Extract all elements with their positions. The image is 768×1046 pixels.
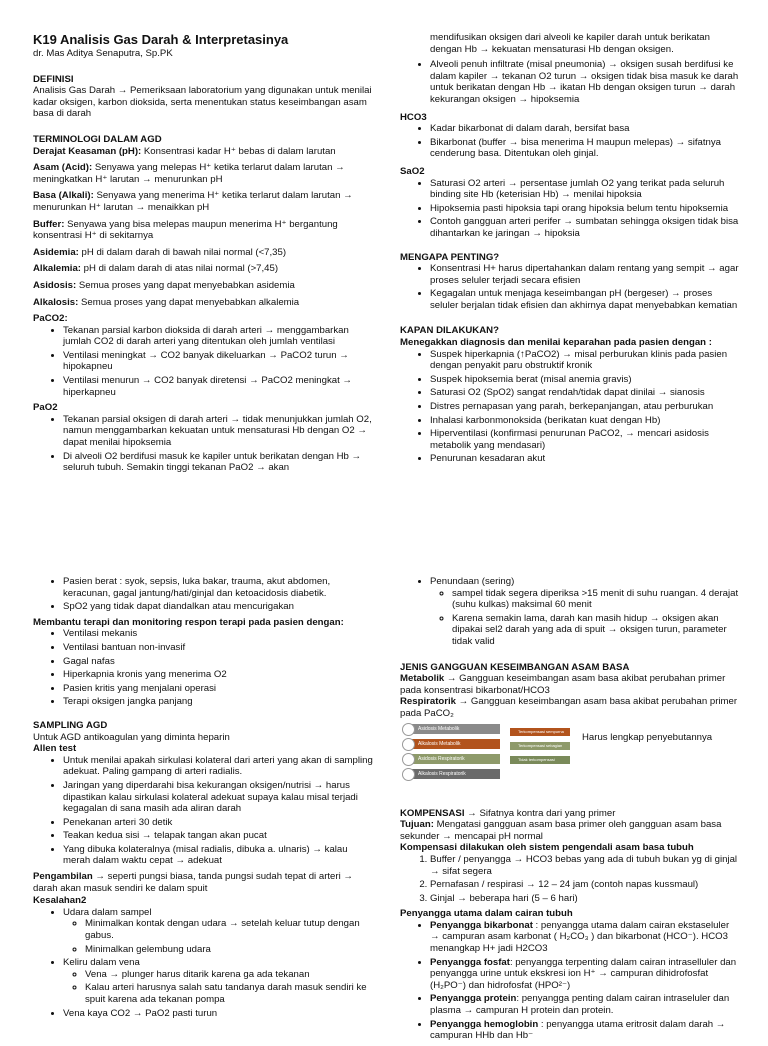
terapi-item: • Hiperkapnia kronis yang menerima O2: [63, 669, 373, 681]
terminologi-heading: TERMINOLOGI DALAM AGD: [33, 133, 162, 145]
paco2-list: [33, 325, 373, 399]
sistem-item: 1. Buffer / penyangga → HCO3 bebas yang ada di tubuh bukan yg di ginjal → sifat segera: [430, 854, 740, 877]
kapan-item: • Saturasi O2 (SpO2) sangat rendah/tidak dapat dinilai → sianosis: [430, 387, 740, 399]
hco3-heading: HCO3: [400, 111, 427, 123]
kapan-list-continued: [33, 576, 373, 613]
definisi-text: Analisis Gas Darah → Pemeriksaan laboratorium yang digunakan untuk menilai kadar oksigen, karbon dioksida, serta menentukan status keseimbangan asam basa di darah: [33, 85, 372, 120]
terapi-heading: Membantu terapi dan monitoring respon terapi pada pasien dengan:: [33, 616, 344, 628]
kesalahan-subitem: ◦ Kalau arteri harusnya salah satu tandanya darah masuk sendiri ke spuit karena ada tekanan pompa: [85, 982, 373, 1005]
term-item: Derajat Keasaman (pH): Konsentrasi kadar H⁺ bebas di dalam larutan: [33, 145, 336, 157]
terapi-item: • Pasien kritis yang menjalani operasi: [63, 683, 373, 695]
jenis-heading: JENIS GANGGUAN KESEIMBANGAN ASAM BASA: [400, 661, 630, 673]
term-item: Alkalemia: pH di dalam darah di atas nilai normal (>7,45): [33, 263, 279, 275]
penyangga-item: • Penyangga hemoglobin : penyangga utama eritrosit dalam darah → campuran HHb dan Hb⁻: [430, 1019, 740, 1042]
diagram-right-bar: Tidak terkompensasi: [510, 756, 570, 764]
kesalahan-subitem: ◦ Karena semakin lama, darah kan masih hidup → oksigen akan dipakai sel2 darah yang ada di spuit → oksigen turun, parameter tidak valid: [452, 613, 740, 648]
terapi-item: • Ventilasi bantuan non-invasif: [63, 642, 373, 654]
pao2-heading: PaO2: [33, 402, 58, 414]
kesalahan-subitem: ◦ Minimalkan kontak dengan udara → setelah keluar tutup dengan gabus.: [85, 918, 373, 941]
kapan-item: • Pasien berat : syok, sepsis, luka bakar, trauma, akut abdomen, keracunan, gagal jantung/hati/ginjal dan ketoacidosis diabetik.: [63, 576, 373, 599]
allen-item: • Yang dibuka kolateralnya (misal radialis, dibuka a. ulnaris) → kalau merah dalam waktu cepat → adekuat: [63, 844, 373, 867]
allen-item: • Untuk menilai apakah sirkulasi kolateral dari arteri yang akan di sampling adekuat. Paling gampang di arteri radialis.: [63, 755, 373, 778]
terapi-item: • Ventilasi mekanis: [63, 628, 373, 640]
sistem-list: [400, 854, 740, 904]
sistem-heading: Kompensasi dilakukan oleh sistem pengendali asam basa tubuh: [400, 842, 694, 854]
kesalahan-subitem: ◦ sampel tidak segera diperiksa >15 menit di suhu ruangan. 4 derajat (suhu kulkas) maksimal 60 menit: [452, 588, 740, 611]
diagram-left-bar: Asidosis Respiratorik: [408, 754, 500, 764]
pao2-item: • Di alveoli O2 berdifusi masuk ke kapiler untuk berikatan dengan Hb → seluruh tubuh. Semakin tinggi tekanan PaO2 → akan: [63, 451, 373, 474]
paco2-item: • Ventilasi meningkat → CO2 banyak dikeluarkan → PaCO2 turun → hipokapneu: [63, 350, 373, 373]
diagram-circle: [402, 723, 415, 736]
term-item: Basa (Alkali): Senyawa yang menerima H⁺ ketika terlarut dalam larutan → menurunkan H⁺ larutan → menaikkan pH: [33, 190, 353, 213]
kapan-item: • SpO2 yang tidak dapat diandalkan atau mencurigakan: [63, 601, 373, 613]
kesalahan-item: • Vena kaya CO2 → PaO2 pasti turun: [63, 1008, 373, 1020]
kapan-item: • Inhalasi karbonmonoksida (berikatan kuat dengan Hb): [430, 415, 740, 427]
penyangga-item: • Penyangga protein: penyangga penting dalam cairan intraseluler dan plasma → campuran H protein dan protein.: [430, 993, 740, 1016]
kapan-item: • Suspek hipoksemia berat (misal anemia gravis): [430, 374, 740, 386]
diagram-left-bar: Asidosis Metabolik: [408, 724, 500, 734]
kapan-item: • Penurunan kesadaran akut: [430, 453, 740, 465]
pao2-item-continued: mendifusikan oksigen dari alveoli ke kapiler darah untuk berikatan dengan Hb → kekuatan mensaturasi Hb dengan oksigen.: [430, 32, 710, 55]
sao2-item: • Contoh gangguan arteri perifer → sumbatan sehingga oksigen tidak bisa dihantarkan ke jaringan → hipoksia: [430, 216, 740, 239]
sampling-heading: SAMPLING AGD: [33, 719, 108, 731]
kesalahan-list-continued: [400, 576, 740, 648]
term-item: Alkalosis: Semua proses yang dapat menyebabkan alkalemia: [33, 296, 300, 308]
diagram-circle: [402, 738, 415, 751]
pao2-continued: [400, 32, 740, 55]
allen-item: • Teakan kedua sisi → telapak tangan akan pucat: [63, 830, 373, 842]
diagram-circle: [402, 753, 415, 766]
hco3-item: • Bikarbonat (buffer → bisa menerima H maupun melepas) → sifatnya cenderung basa. Ditentukan oleh ginjal.: [430, 137, 740, 160]
mengapa-list: [400, 263, 740, 311]
diagram-left-bar: Alkalosis Metabolik: [408, 739, 500, 749]
allen-item: • Penekanan arteri 30 detik: [63, 817, 373, 829]
kesalahan-item: • Keliru dalam vena ◦ Vena → plunger harus ditarik karena ga ada tekanan ◦ Kalau arteri harusnya salah satu tandanya darah masuk sendiri ke spuit karena ada tekanan pompa: [63, 957, 373, 1005]
terapi-item: • Terapi oksigen jangka panjang: [63, 696, 373, 708]
kesalahan-subitem: ◦ Minimalkan gelembung udara: [85, 944, 373, 956]
right-column-top: [400, 32, 740, 469]
penyangga-item: • Penyangga fosfat: penyangga terpenting dalam cairan intraselluler dan penyangga urine untuk ekskresi ion H⁺ → campuran dihidrofosfat (H₂PO⁻) dan hidrofosfat (HPO²⁻): [430, 957, 740, 992]
paco2-item: • Tekanan parsial karbon dioksida di darah arteri → menggambarkan jumlah CO2 di darah arteri yang ditentukan oleh jumlah ventilasi: [63, 325, 373, 348]
sampling-intro: Untuk AGD antikoagulan yang diminta heparin: [33, 731, 230, 743]
paco2-heading: PaCO2:: [33, 313, 68, 325]
left-column-top: [33, 32, 373, 478]
left-column-bottom: [33, 576, 373, 1023]
tujuan-text: Tujuan: Mengatasi gangguan asam basa primer oleh gangguan asam basa sekunder → mencapai pH normal: [400, 819, 722, 842]
hco3-list: [400, 123, 740, 160]
allen-item: • Jaringan yang diperdarahi bisa kekurangan oksigen/nutrisi → harus dipastikan kalau sirkulasi kolateral adekuat supaya kalau misal terjadi kegagalan di sana masih ada aliran darah: [63, 780, 373, 815]
sistem-item: 3. Ginjal → beberapa hari (5 – 6 hari): [430, 893, 740, 905]
penyangga-item: • Penyangga bikarbonat : penyangga utama dalam cairan ekstaseluler → campuran asam karbonat ( H₂CO₃ ) dan bikarbonat (HCO⁻). HCO3 menangkap H+ jadi H2CO3: [430, 920, 740, 955]
right-column-bottom: [400, 576, 740, 1046]
respiratorik-text: Respiratorik → Gangguan keseimbangan asam basa akibat perubahan primer pada PaCO₂: [400, 696, 738, 719]
pengambilan-text: Pengambilan → seperti pungsi biasa, tanda pungsi sudah tepat di arteri → darah akan masuk sendiri ke dalam spuit: [33, 871, 353, 894]
kompensasi-heading-line: KOMPENSASI → Sifatnya kontra dari yang primer: [400, 807, 616, 819]
pao2-item: • Alveoli penuh infiltrate (misal pneumonia) → oksigen susah berdifusi ke dalam kapiler → tekanan O2 turun → oksigen tidak bisa masuk ke darah untuk berikatan dengan Hb → ikatan Hb dengan oksigen turun → darah kekurangan oksigen → hipoksemia: [430, 59, 740, 105]
kapan-subheading: Menegakkan diagnosis dan menilai keparahan pada pasien dengan :: [400, 337, 712, 349]
diagram-note: Harus lengkap penyebutannya: [582, 732, 713, 743]
kesalahan-item: • Udara dalam sampel ◦ Minimalkan kontak dengan udara → setelah keluar tutup dengan gabus. ◦ Minimalkan gelembung udara: [63, 907, 373, 955]
sao2-list: [400, 178, 740, 240]
mengapa-item: • Konsentrasi H+ harus dipertahankan dalam rentang yang sempit → agar proses seluler terjadi secara efisien: [430, 263, 740, 286]
kapan-item: • Distres pernapasan yang parah, berkepanjangan, atau perburukan: [430, 401, 740, 413]
kapan-heading: KAPAN DILAKUKAN?: [400, 325, 499, 337]
page-title: K19 Analisis Gas Darah & Interpretasinya: [33, 32, 289, 47]
sao2-item: • Hipoksemia pasti hipoksia tapi orang hipoksia belum tentu hipoksemia: [430, 203, 740, 215]
term-item: Asam (Acid): Senyawa yang melepas H⁺ ketika terlarut dalam larutan → meningkatkan H⁺ larutan → menurunkan pH: [33, 162, 345, 185]
hco3-item: • Kadar bikarbonat di dalam darah, bersifat basa: [430, 123, 740, 135]
allen-heading: Allen test: [33, 743, 77, 755]
diagram-right-bar: Terkompensasi sempurna: [510, 728, 570, 736]
sistem-item: 2. Pernafasan / respirasi → 12 – 24 jam (contoh napas kussmaul): [430, 879, 740, 891]
gangguan-diagram: [400, 724, 580, 784]
terapi-item: • Gagal nafas: [63, 656, 373, 668]
kapan-item: • Suspek hiperkapnia (↑PaCO2) → misal perburukan klinis pada pasien dengan penyakit paru obstruktif kronik: [430, 349, 740, 372]
sao2-heading: SaO2: [400, 165, 425, 177]
terapi-list: [33, 628, 373, 708]
mengapa-item: • Kegagalan untuk menjaga keseimbangan pH (bergeser) → proses seluler berjalan tidak efisien dan akhirnya dapat menyebabkan kematian: [430, 288, 740, 311]
author: dr. Mas Aditya Senaputra, Sp.PK: [33, 48, 173, 59]
allen-list: [33, 755, 373, 867]
term-item: Asidemia: pH di dalam darah di bawah nilai normal (<7,35): [33, 246, 287, 258]
term-item: Buffer: Senyawa yang bisa melepas maupun menerima H⁺ bergantung konsentrasi H⁺ di sekitarnya: [33, 218, 338, 242]
terminologi-list: [33, 146, 373, 309]
kesalahan-heading: Kesalahan2: [33, 895, 87, 907]
definisi-heading: DEFINISI: [33, 73, 74, 85]
kesalahan-subitem: ◦ Vena → plunger harus ditarik karena ga ada tekanan: [85, 969, 373, 981]
pao2-item: • Tekanan parsial oksigen di darah arteri → tidak menunjukkan jumlah O2, namun menggambarkan kekuatan untuk mensaturasi Hb dengan O2 → dapat menilai hipoksemia: [63, 414, 373, 449]
metabolik-text: Metabolik → Gangguan keseimbangan asam basa akibat perubahan primer pada konsentrasi bikarbonat/HCO3: [400, 673, 726, 696]
diagram-left-bar: Alkalosis Respiratorik: [408, 769, 500, 779]
kesalahan-list: [33, 907, 373, 1019]
kapan-list: [400, 349, 740, 465]
diagram-right-bar: Terkompensasi sebagian: [510, 742, 570, 750]
mengapa-heading: MENGAPA PENTING?: [400, 251, 500, 263]
paco2-item: • Ventilasi menurun → CO2 banyak diretensi → PaCO2 meningkat → hiperkapneu: [63, 375, 373, 398]
kapan-item: • Hiperventilasi (konfirmasi penurunan PaCO2, → mencari asidosis metabolik yang mendasari): [430, 428, 740, 451]
diagram-circle: [402, 768, 415, 781]
sao2-item: • Saturasi O2 arteri → persentase jumlah O2 yang terikat pada seluruh binding site Hb (keterisian Hb) → menilai hipoksia: [430, 178, 740, 201]
kesalahan-item: • Penundaan (sering) ◦ sampel tidak segera diperiksa >15 menit di suhu ruangan. 4 derajat (suhu kulkas) maksimal 60 menit ◦ Karena semakin lama, darah kan masih hidup → oksigen akan dipakai sel2 darah yang ada di spuit → oksigen turun, parameter tidak valid: [430, 576, 740, 648]
penyangga-heading: Penyangga utama dalam cairan tubuh: [400, 908, 573, 920]
pao2-list: [33, 414, 373, 474]
term-item: Asidosis: Semua proses yang dapat menyebabkan asidemia: [33, 279, 295, 291]
